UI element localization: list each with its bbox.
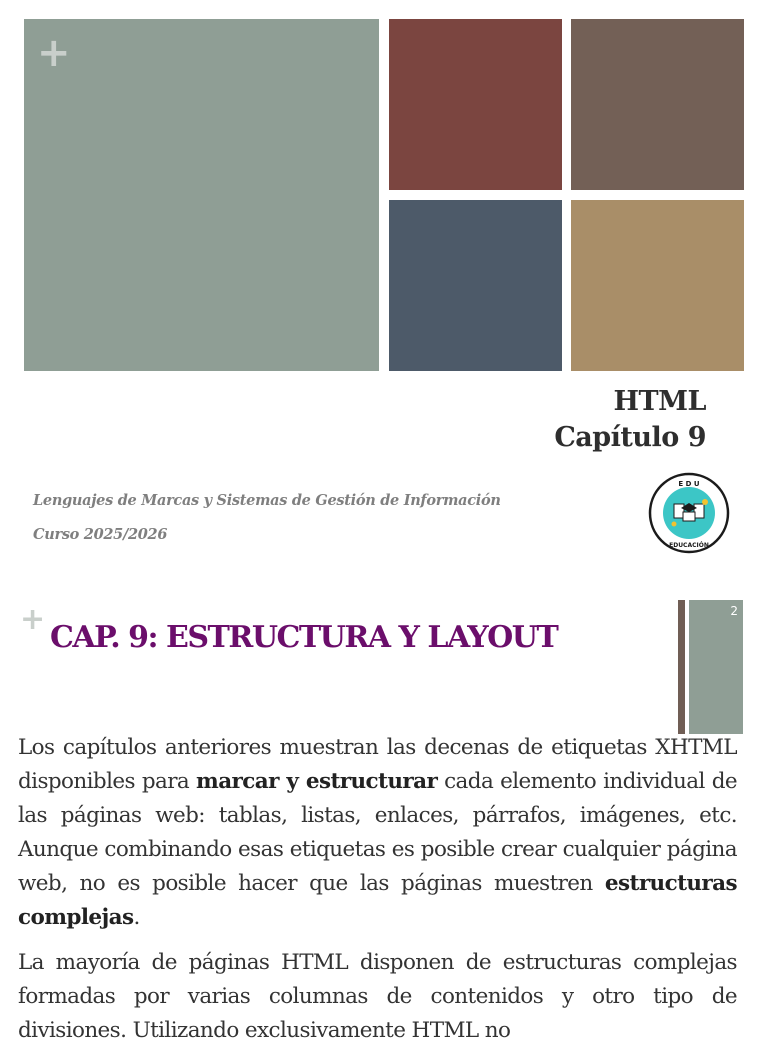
cover-block-tan [571,200,744,371]
page-accent-bar [678,600,685,734]
plus-icon-small: + [20,602,46,637]
paragraph-2-text-1: La mayoría de páginas HTML disponen de estructuras complejas formadas por varias columnas de contenidos y otro tipo de divisiones. Utilizando exclusivamente HTML no [18,950,737,1043]
cover-title-line1: HTML [613,386,706,417]
paragraph-1-text-3: . [133,905,140,930]
slide-title: CAP. 9: ESTRUCTURA Y LAYOUT [50,620,558,655]
plus-icon: + [37,30,71,76]
cover-block-brick [389,19,562,190]
paragraph-2 [18,946,737,1048]
page-number-box [689,600,743,734]
paragraph-1 [18,731,737,935]
logo-bottom-text: EDUCACIÓN [669,542,709,549]
logo-top-text: E D U [678,480,700,488]
paragraph-1-text-2: cada elemento individual de las páginas web: tablas, listas, enlaces, párrafos, imágenes, etc. Aunque combinando esas etiquetas es posible crear cualquier página web, no es posible hacer que las páginas muestren [18,769,737,896]
course-name: Lenguajes de Marcas y Sistemas de Gestión de Información [33,492,501,509]
paragraph-1-text-1: Los capítulos anteriores muestran las decenas de etiquetas XHTML disponibles para [18,735,737,794]
cover-title-line2: Capítulo 9 [554,422,706,453]
paragraph-1-bold-2: estructuras complejas [18,871,737,930]
page-number: 2 [730,604,738,618]
edu-logo-icon [648,472,730,554]
paragraph-1-bold-1: marcar y estructurar [196,769,438,794]
cover-block-taupe [571,19,744,190]
course-year: Curso 2025/2026 [33,526,168,543]
cover-block-sage [24,19,379,371]
cover-block-slate [389,200,562,371]
